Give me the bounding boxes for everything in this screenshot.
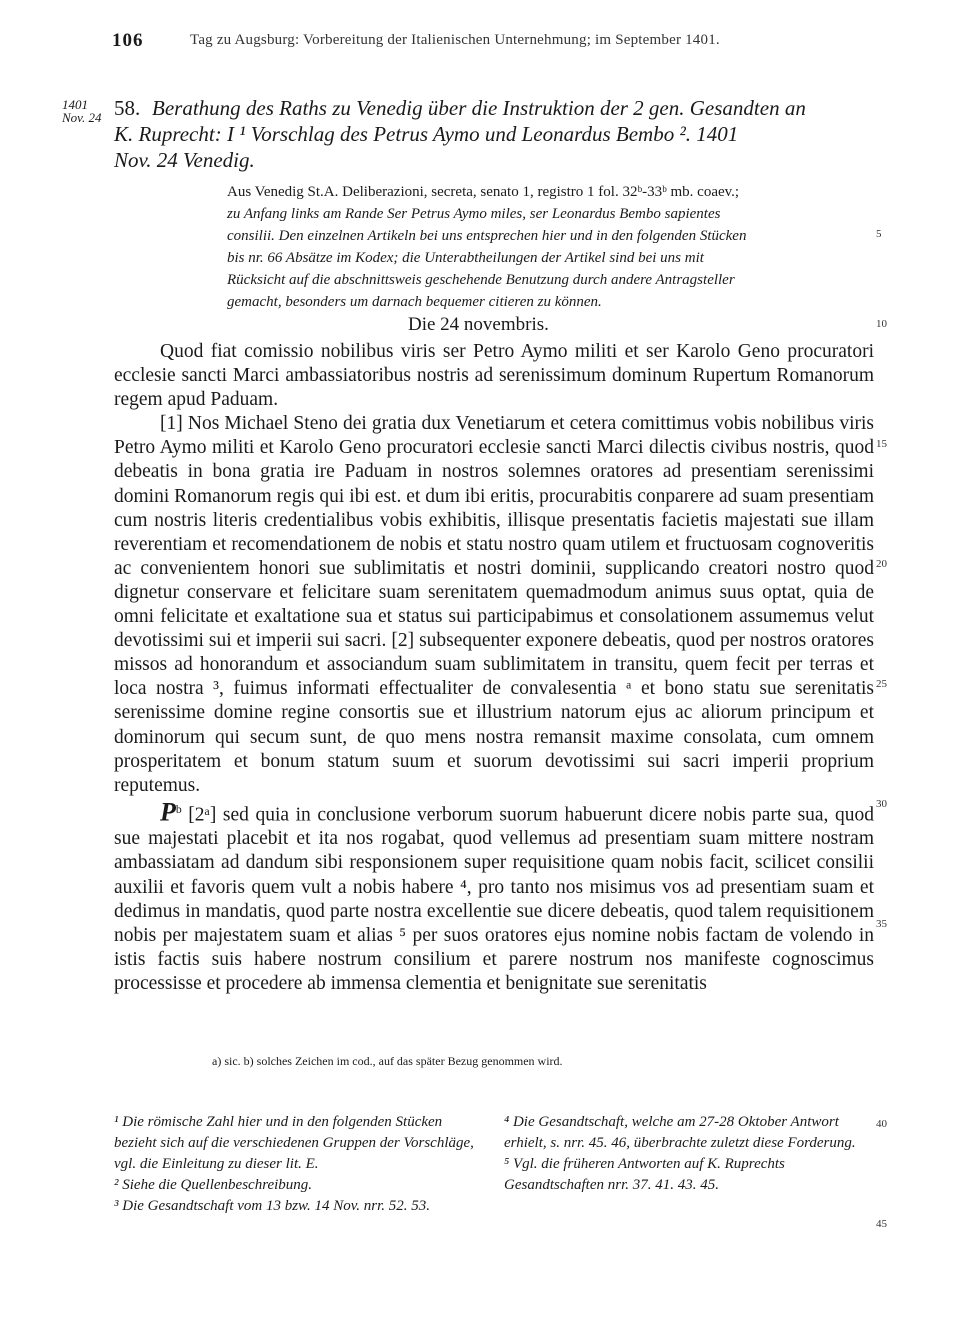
line-number: 15 <box>876 438 887 450</box>
title-line-3: Nov. 24 Venedig. <box>114 148 255 172</box>
line-number: 5 <box>876 228 882 240</box>
footnotes-left <box>114 1112 486 1217</box>
source-line: consilii. Den einzelnen Artikeln bei uns entsprechen hier und in den folgenden Stücken <box>227 228 747 244</box>
running-title: Tag zu Augsburg: Vorbereitung der Italienischen Unternehmung; im September 1401. <box>190 32 720 48</box>
footnote: ¹ Die römische Zahl hier und in den folgenden Stücken bezieht sich auf die verschiedenen Gruppen der Vorschläge, vgl. die Einleitung zu dieser lit. E. <box>114 1114 474 1172</box>
body-paragraph-continued <box>114 798 874 996</box>
footnotes-right <box>504 1112 872 1196</box>
line-number: 45 <box>876 1218 887 1230</box>
dateline: Die 24 novembris. <box>408 314 549 335</box>
line-number: 40 <box>876 1118 887 1130</box>
margin-date <box>62 98 101 124</box>
line-number: 25 <box>876 678 887 690</box>
document-number: 58. <box>114 96 141 120</box>
body-paragraph: [1] Nos Michael Steno dei gratia dux Venetiarum et cetera comittimus vobis nobilibus viris Petro Aymo militi et Karolo Geno procuratori ecclesie sancti Marci dilectis civibus nostris, quod debeatis in bona gratia ire Paduam in nostros solemnes oratores ad presentiam serenissimi domini Romanorum regis qui ibi est. et dum ibi eritis, procurabitis conparere ad suam presentiam cum nostris literis credentialibus vobis exhibitis, illisque presentatis facietis majestati sue illam reverentiam et recomendationem de nobis et statu nostro quam utilem et fructuosam cognoveritis ac convenientem honori sue sublimitatis et nostri dominii, supplicando creatori nostro quod dignetur conservare et felicitare suam serenitatem quemadmodum animus suus optat, quia de omni felicitate et exaltatione sua et status sui participabimus et consolationem assumemus velut devotissimi sui et imperii sui sacri. [2] subsequenter exponere debeatis, quod per nostros oratores missos ad honorandum et associandum suam sublimitatem in transitu, quem fecit per terras et loca nostra ³, fuimus informati effectualiter de convalesentia ᵃ et bono statu sue serenitatis serenissime domine regine consortis sue et illustrium natorum ejus ac aliorum principum et dominorum qui secum sunt, de quo mens nostra remansit maxime consolata, cum omnem prosperitatem et bonum statum suum et suorum devotissimi sui sacri imperii proprium reputemus. <box>114 413 874 796</box>
footnote: ⁴ Die Gesandtschaft, welche am 27-28 Oktober Antwort erhielt, s. nrr. 45. 46, überbrachte zuletzt diese Forderung. <box>504 1114 856 1151</box>
body-paragraph-text: [2ᵃ] sed quia in conclusione verborum suorum habuerunt dicere nobis parte sua, quod sue majestati placebit et ita nos rogabat, quod vellemus ad presentiam suam mittere nostram ambassiatam ad dandum sibi responsionem super requisitione quam nobis facit, scilicet consilii auxilii et favoris quem vult a nobis habere ⁴, pro tanto nos misimus vos ad presentiam suam et dedimus in mandatis, quod parte nostra excellentie sue dicere debeatis, quod talem requisitionem nobis per majestatem suam et alias ⁵ per suos oratores ejus nomine nobis factam de volendo in istis factis suis habere nostrum consilium et parere nostrum nos manifeste cognoscimus processisse et procedere ab immensa clementia et benignitate sue serenitatis <box>114 804 874 994</box>
source-line: Rücksicht auf die abschnittsweis geschehende Benutzung durch andere Antragsteller <box>227 272 735 288</box>
source-line: gemacht, besonders um darnach bequemer citieren zu können. <box>227 294 602 310</box>
source-note <box>227 181 877 313</box>
line-number: 10 <box>876 318 887 330</box>
source-line: bis nr. 66 Absätze im Kodex; die Unterabtheilungen der Artikel sind bei uns mit <box>227 250 704 266</box>
body-paragraph: Quod fiat comissio nobilibus viris ser Petro Aymo militi et ser Karolo Geno procuratori ecclesie sancti Marci ambassiatoribus nostris ad serenissimum dominum Rupertum Romanorum regem apud Paduam. <box>114 341 874 411</box>
line-number: 20 <box>876 558 887 570</box>
title-line-2: K. Ruprecht: I ¹ Vorschlag des Petrus Aymo und Leonardus Bembo ². 1401 <box>114 122 739 146</box>
line-number: 30 <box>876 798 887 810</box>
footnote: ² Siehe die Quellenbeschreibung. <box>114 1177 313 1193</box>
page-number: 106 <box>112 30 144 51</box>
footnote: ³ Die Gesandtschaft vom 13 bzw. 14 Nov. nrr. 52. 53. <box>114 1198 431 1214</box>
textual-apparatus: a) sic. b) solches Zeichen im cod., auf das später Bezug genommen wird. <box>212 1054 563 1068</box>
document-body <box>114 340 874 996</box>
source-line: Aus Venedig St.A. Deliberazioni, secreta, senato 1, registro 1 fol. 32ᵇ-33ᵇ mb. coaev.; <box>227 184 740 200</box>
footnote: ⁵ Vgl. die früheren Antworten auf K. Ruprechts Gesandtschaften nrr. 37. 41. 43. 45. <box>504 1156 785 1193</box>
cod-marker-glyph: P <box>160 797 176 827</box>
cod-marker-sup: b <box>175 802 182 816</box>
margin-date-day: Nov. 24 <box>62 110 102 125</box>
margin-date-year: 1401 <box>62 97 88 112</box>
source-line: zu Anfang links am Rande Ser Petrus Aymo miles, ser Leonardus Bembo sapientes <box>227 206 721 222</box>
title-line-1: Berathung des Raths zu Venedig über die Instruktion der 2 gen. Gesandten an <box>152 96 806 120</box>
line-number: 35 <box>876 918 887 930</box>
